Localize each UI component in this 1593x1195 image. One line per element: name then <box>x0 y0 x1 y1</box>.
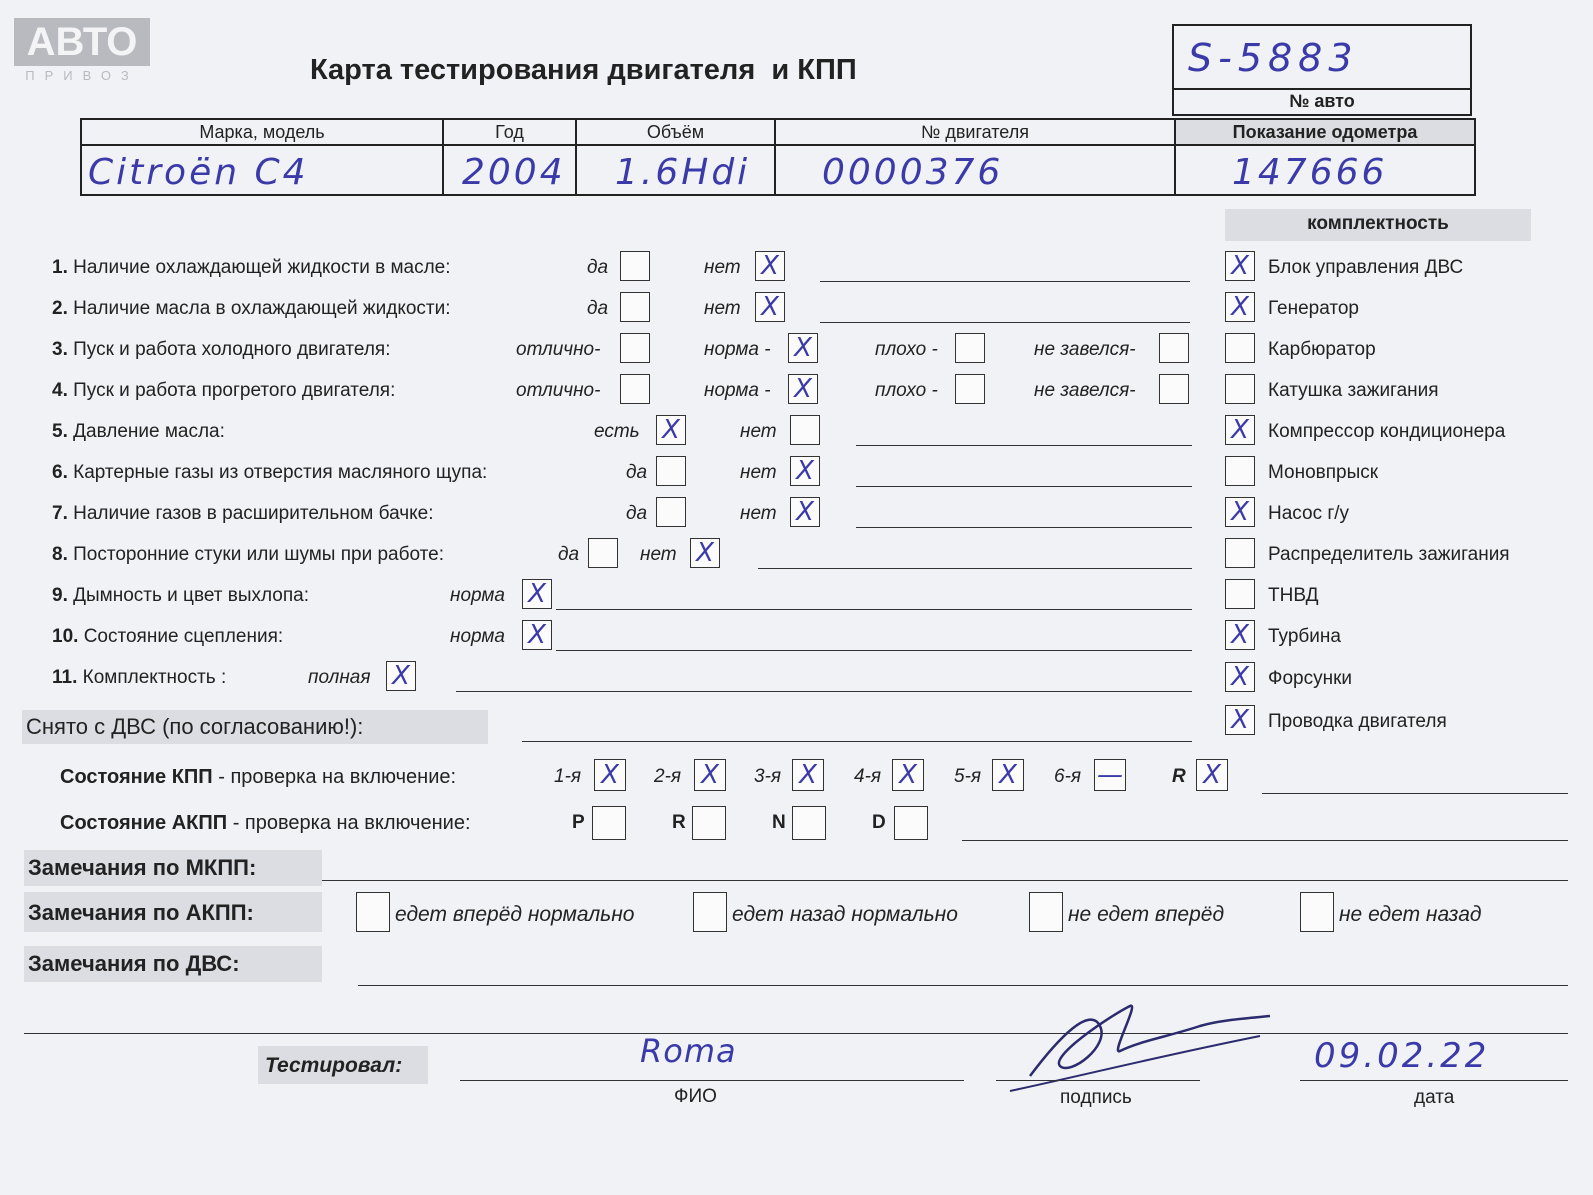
q7-yes-checkbox[interactable] <box>656 497 686 527</box>
q5-text: Давление масла: <box>73 421 225 442</box>
q4-excellent-checkbox[interactable] <box>620 374 650 404</box>
check-mark: X <box>1231 705 1249 735</box>
fio-line[interactable] <box>460 1080 964 1081</box>
q3-no-start-checkbox[interactable] <box>1159 333 1189 363</box>
comp-power-steering-pump-checkbox[interactable] <box>1225 497 1255 527</box>
check-mark: X <box>799 760 817 790</box>
q2-no-checkbox[interactable] <box>755 292 785 322</box>
check-mark: X <box>796 456 814 486</box>
q3-excellent-checkbox[interactable] <box>620 333 650 363</box>
q2-text: Наличие масла в охлаждающей жидкости: <box>73 298 451 319</box>
comp-ac-compressor-label: Компрессор кондиционера <box>1268 421 1506 442</box>
signature-line[interactable] <box>996 1080 1200 1081</box>
check-mark: X <box>1231 292 1249 322</box>
akpp-r-label: R <box>672 812 686 833</box>
q3-opt-no-start: не завелся- <box>1034 339 1136 360</box>
q5-row <box>52 421 225 443</box>
car-id-box <box>1172 24 1472 116</box>
akpp-note-line[interactable] <box>962 840 1568 841</box>
q4-normal-checkbox[interactable] <box>788 374 818 404</box>
q7-row <box>52 503 434 525</box>
value-year: 2004 <box>462 152 566 193</box>
gear-r-checkbox[interactable] <box>1196 759 1228 791</box>
q7-opt-yes: да <box>626 503 648 524</box>
comp-carburetor-checkbox[interactable] <box>1225 333 1255 363</box>
q2-num: 2. <box>52 298 68 319</box>
header-make-model: Марка, модель <box>81 119 443 145</box>
q1-note-line[interactable] <box>820 281 1190 282</box>
comp-ecu-checkbox[interactable] <box>1225 251 1255 281</box>
remarks-mkpp-label: Замечания по МКПП: <box>28 855 257 880</box>
check-mark: X <box>796 497 814 527</box>
comp-power-steering-pump-label: Насос г/у <box>1268 503 1350 524</box>
q9-row <box>52 585 309 607</box>
q6-opt-no: нет <box>740 462 777 483</box>
q6-yes-checkbox[interactable] <box>656 456 686 486</box>
check-mark: X <box>1231 251 1249 281</box>
comp-turbine-checkbox[interactable] <box>1225 620 1255 650</box>
q8-no-checkbox[interactable] <box>690 538 720 568</box>
kpp-label-rest: - проверка на включение: <box>212 766 457 788</box>
akpp-d-label: D <box>872 812 886 833</box>
q11-row <box>52 667 226 689</box>
completeness-title: комплектность <box>1307 213 1449 234</box>
q5-opt-no: нет <box>740 421 777 442</box>
remarks-dvs-label: Замечания по ДВС: <box>28 951 240 976</box>
akpp-no-forward-checkbox[interactable] <box>1029 892 1063 932</box>
q6-no-checkbox[interactable] <box>790 456 820 486</box>
kpp-label-bold: Состояние КПП <box>60 766 213 788</box>
q4-row <box>52 380 395 402</box>
q3-normal-checkbox[interactable] <box>788 333 818 363</box>
akpp-no-backward-label: не едет назад <box>1339 903 1482 926</box>
q1-opt-no: нет <box>704 257 741 278</box>
check-mark: X <box>1231 662 1249 692</box>
gear-4-checkbox[interactable] <box>892 759 924 791</box>
q4-opt-bad: плохо - <box>875 380 938 401</box>
akpp-forward-ok-checkbox[interactable] <box>356 892 390 932</box>
q10-normal-checkbox[interactable] <box>522 620 552 650</box>
logo-sub: ПРИВОЗ <box>25 68 139 83</box>
gear-1-checkbox[interactable] <box>594 759 626 791</box>
header-odometer: Показание одометра <box>1175 119 1475 145</box>
check-mark: X <box>528 620 546 650</box>
check-mark: X <box>528 579 546 609</box>
akpp-n-checkbox[interactable] <box>792 806 826 840</box>
q8-note-line[interactable] <box>758 568 1192 569</box>
comp-injectors-label: Форсунки <box>1268 668 1352 689</box>
gear-3-label: 3-я <box>754 766 782 787</box>
remarks-mkpp-line[interactable] <box>322 880 1568 881</box>
remarks-akpp-label: Замечания по АКПП: <box>28 900 254 925</box>
date-value: 09.02.22 <box>1314 1036 1490 1076</box>
q7-no-checkbox[interactable] <box>790 497 820 527</box>
q2-row <box>52 298 451 320</box>
check-mark: X <box>696 538 714 568</box>
q3-opt-excellent: отлично- <box>516 339 601 360</box>
tester-name: Roma <box>640 1032 737 1070</box>
comp-ignition-coil-checkbox[interactable] <box>1225 374 1255 404</box>
comp-distributor-checkbox[interactable] <box>1225 538 1255 568</box>
comp-distributor-label: Распределитель зажигания <box>1268 544 1510 565</box>
q8-text: Посторонние стуки или шумы при работе: <box>73 544 444 565</box>
q2-opt-no: нет <box>704 298 741 319</box>
date-line[interactable] <box>1300 1080 1568 1081</box>
q3-opt-bad: плохо - <box>875 339 938 360</box>
comp-ac-compressor-checkbox[interactable] <box>1225 415 1255 445</box>
q1-yes-checkbox[interactable] <box>620 251 650 281</box>
q7-num: 7. <box>52 503 68 524</box>
akpp-backward-ok-checkbox[interactable] <box>693 892 727 932</box>
kpp-label <box>60 766 456 789</box>
q3-text: Пуск и работа холодного двигателя: <box>73 339 391 360</box>
comp-generator-checkbox[interactable] <box>1225 292 1255 322</box>
header-volume: Объём <box>576 119 775 145</box>
comp-generator-label: Генератор <box>1268 298 1359 319</box>
check-mark: X <box>899 760 917 790</box>
check-mark: X <box>1231 620 1249 650</box>
akpp-label <box>60 812 471 835</box>
q8-opt-yes: да <box>558 544 580 565</box>
comp-ignition-coil-label: Катушка зажигания <box>1268 380 1439 401</box>
q7-note-line[interactable] <box>856 527 1192 528</box>
q6-note-line[interactable] <box>856 486 1192 487</box>
comp-mono-injection-checkbox[interactable] <box>1225 456 1255 486</box>
q11-note-line[interactable] <box>456 691 1192 692</box>
q10-note-line[interactable] <box>556 650 1192 651</box>
q7-opt-no: нет <box>740 503 777 524</box>
comp-mono-injection-label: Моновпрыск <box>1268 462 1379 483</box>
comp-injection-pump-label: ТНВД <box>1268 585 1319 606</box>
comp-ecu-label: Блок управления ДВС <box>1268 257 1464 278</box>
fio-label: ФИО <box>674 1086 717 1107</box>
q11-opt-full: полная <box>308 667 371 688</box>
signature-image <box>1000 996 1280 1106</box>
tested-label: Тестировал: <box>265 1054 403 1077</box>
comp-engine-wiring-checkbox[interactable] <box>1225 705 1255 735</box>
q1-no-checkbox[interactable] <box>755 251 785 281</box>
q10-text: Состояние сцепления: <box>83 626 284 647</box>
vehicle-table-header-row <box>81 119 1475 145</box>
q3-opt-normal: норма - <box>704 339 771 360</box>
q9-num: 9. <box>52 585 68 606</box>
akpp-forward-ok-label: едет вперёд нормально <box>395 903 635 926</box>
q6-text: Картерные газы из отверстия масляного щупа: <box>73 462 488 483</box>
header-year: Год <box>443 119 576 145</box>
comp-turbine-label: Турбина <box>1268 626 1341 647</box>
q6-num: 6. <box>52 462 68 483</box>
check-mark: X <box>794 374 812 404</box>
date-label: дата <box>1414 1087 1455 1108</box>
logo-main: АВТО <box>14 18 150 66</box>
akpp-p-checkbox[interactable] <box>592 806 626 840</box>
comp-injection-pump-checkbox[interactable] <box>1225 579 1255 609</box>
dash-mark: — <box>1097 760 1123 790</box>
akpp-no-forward-label: не едет вперёд <box>1068 903 1225 926</box>
q4-opt-excellent: отлично- <box>516 380 601 401</box>
check-mark: X <box>1231 497 1249 527</box>
akpp-r-checkbox[interactable] <box>692 806 726 840</box>
q5-opt-yes: есть <box>594 421 640 442</box>
check-mark: X <box>1203 760 1221 790</box>
check-mark: X <box>761 251 779 281</box>
value-make-model: Citroën C4 <box>88 152 309 193</box>
q11-num: 11. <box>52 667 78 688</box>
q2-note-line[interactable] <box>820 322 1190 323</box>
q10-num: 10. <box>52 626 79 647</box>
q1-row <box>52 257 451 279</box>
header-engine-number: № двигателя <box>775 119 1175 145</box>
akpp-label-rest: - проверка на включение: <box>227 812 471 834</box>
gear-5-checkbox[interactable] <box>992 759 1024 791</box>
q3-bad-checkbox[interactable] <box>955 333 985 363</box>
kpp-note-line[interactable] <box>1262 793 1568 794</box>
q3-num: 3. <box>52 339 68 360</box>
q8-opt-no: нет <box>640 544 677 565</box>
q1-opt-yes: да <box>587 257 609 278</box>
remarks-dvs-line-2[interactable] <box>24 1033 1568 1034</box>
gear-6-checkbox[interactable] <box>1094 759 1126 791</box>
q2-yes-checkbox[interactable] <box>620 292 650 322</box>
q9-opt-normal: норма <box>450 585 505 606</box>
q1-text: Наличие охлаждающей жидкости в масле: <box>73 257 451 278</box>
gear-3-checkbox[interactable] <box>792 759 824 791</box>
gear-5-label: 5-я <box>954 766 982 787</box>
q5-num: 5. <box>52 421 68 442</box>
q11-full-checkbox[interactable] <box>386 661 416 691</box>
comp-carburetor-label: Карбюратор <box>1268 339 1376 360</box>
q7-text: Наличие газов в расширительном бачке: <box>73 503 434 524</box>
q6-opt-yes: да <box>626 462 648 483</box>
gear-4-label: 4-я <box>854 766 882 787</box>
check-mark: X <box>1231 415 1249 445</box>
q4-opt-normal: норма - <box>704 380 771 401</box>
car-id-label: № авто <box>1289 91 1355 111</box>
q5-note-line[interactable] <box>856 445 1192 446</box>
gear-2-label: 2-я <box>654 766 682 787</box>
check-mark: X <box>392 661 410 691</box>
car-id-divider <box>1174 88 1470 90</box>
q4-num: 4. <box>52 380 68 401</box>
check-mark: X <box>999 760 1017 790</box>
comp-engine-wiring-label: Проводка двигателя <box>1268 711 1447 732</box>
q9-text: Дымность и цвет выхлопа: <box>73 585 309 606</box>
q1-num: 1. <box>52 257 68 278</box>
akpp-n-label: N <box>772 812 786 833</box>
q6-row <box>52 462 487 484</box>
value-volume: 1.6Hdi <box>615 152 751 193</box>
q4-opt-no-start: не завелся- <box>1034 380 1136 401</box>
removed-note-line[interactable] <box>522 741 1192 742</box>
q2-opt-yes: да <box>587 298 609 319</box>
akpp-label-bold: Состояние АКПП <box>60 812 228 834</box>
car-id-value: S-5883 <box>1188 36 1359 80</box>
q8-yes-checkbox[interactable] <box>588 538 618 568</box>
check-mark: X <box>601 760 619 790</box>
q10-opt-normal: норма <box>450 626 505 647</box>
gear-6-label: 6-я <box>1054 766 1082 787</box>
akpp-backward-ok-label: едет назад нормально <box>732 903 958 926</box>
q4-bad-checkbox[interactable] <box>955 374 985 404</box>
check-mark: X <box>701 760 719 790</box>
q10-row <box>52 626 283 648</box>
comp-injectors-checkbox[interactable] <box>1225 662 1255 692</box>
page-title: Карта тестирования двигателя и КПП <box>310 54 857 86</box>
gear-2-checkbox[interactable] <box>694 759 726 791</box>
q9-note-line[interactable] <box>556 609 1192 610</box>
signature-label: подпись <box>1060 1087 1132 1108</box>
gear-r-label: R <box>1172 766 1186 787</box>
check-mark: X <box>794 333 812 363</box>
q3-row <box>52 339 391 361</box>
q9-normal-checkbox[interactable] <box>522 579 552 609</box>
akpp-p-label: P <box>572 812 585 833</box>
logo <box>14 18 150 83</box>
q8-num: 8. <box>52 544 68 565</box>
value-odometer: 147666 <box>1232 152 1388 193</box>
akpp-no-backward-checkbox[interactable] <box>1300 892 1334 932</box>
q4-text: Пуск и работа прогретого двигателя: <box>73 380 396 401</box>
remarks-dvs-line[interactable] <box>358 985 1568 986</box>
q8-row <box>52 544 444 566</box>
value-engine-number: 0000376 <box>822 152 1004 193</box>
akpp-d-checkbox[interactable] <box>894 806 928 840</box>
q11-text: Комплектность : <box>82 667 227 688</box>
check-mark: X <box>662 415 680 445</box>
q4-no-start-checkbox[interactable] <box>1159 374 1189 404</box>
removed-label: Снято с ДВС (по согласованию!): <box>26 714 364 739</box>
q5-no-checkbox[interactable] <box>790 415 820 445</box>
q5-yes-checkbox[interactable] <box>656 415 686 445</box>
gear-1-label: 1-я <box>554 766 582 787</box>
check-mark: X <box>761 292 779 322</box>
